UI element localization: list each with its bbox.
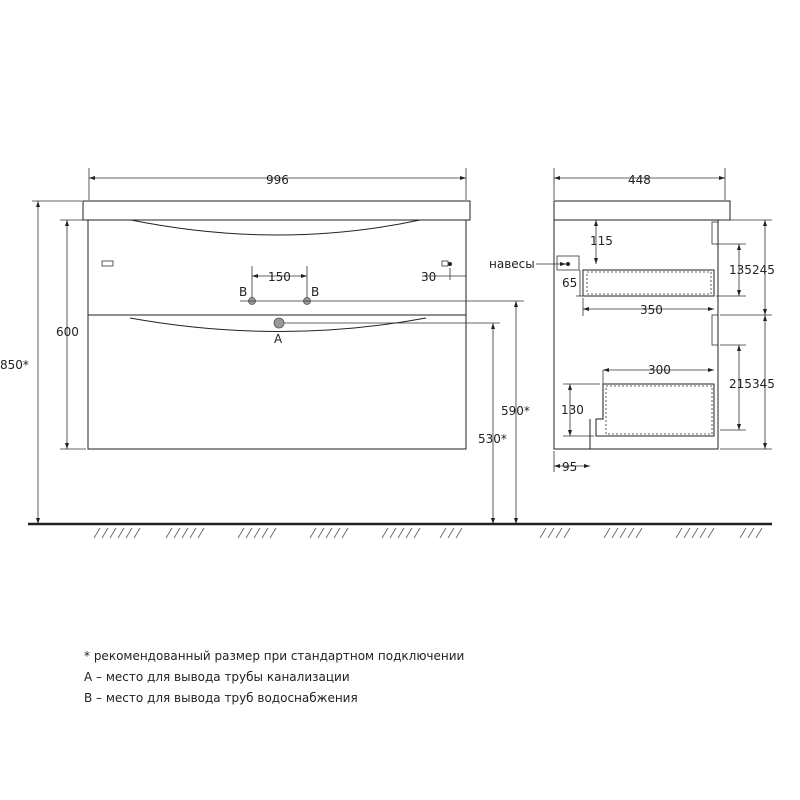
handle-mark-left [102,261,113,266]
upper-drawer-interior [583,270,714,296]
dim-115: 115 [590,234,613,248]
dim-300: 300 [648,363,671,377]
sewer-pipe-point [274,318,284,328]
lower-door-side [712,315,718,345]
height-600-dimension: 600 [56,325,79,339]
height-590-dimension: 590* [501,404,530,418]
point-a-label: A [274,332,283,346]
note-recommended-size: * рекомендованный размер при стандартном подключении [84,649,465,663]
countertop-front [83,201,470,220]
spacing-150-dimension: 150 [268,270,291,284]
dim-65: 65 [562,276,578,290]
height-530-dimension: 530* [478,432,507,446]
dim-135: 135 [729,263,752,277]
handle-mark-right [442,261,448,266]
basin-curve [131,220,420,235]
front-view [0,168,530,524]
floor-line [28,524,772,538]
hanger-dot-front [448,262,452,266]
dim-245: 245 [752,263,775,277]
dim-215: 215 [729,377,752,391]
dim-95: 95 [562,460,578,474]
floor-hatching-side [540,528,762,538]
offset-30-dimension: 30 [421,270,437,284]
lower-drawer-interior [596,384,714,436]
width-dimension: 996 [266,173,289,187]
point-b-left-label: B [239,285,248,299]
depth-dimension: 448 [628,173,651,187]
side-view [489,168,775,474]
point-b-right-label: B [311,285,320,299]
note-sewer-outlet: А – место для вывода трубы канализации [84,670,350,684]
hangers-label: навесы [489,257,535,271]
note-water-outlet: В – место для вывода труб водоснабжения [84,691,358,705]
upper-drawer-inner-dash [587,272,711,294]
dim-350: 350 [640,303,663,317]
dim-130: 130 [561,403,584,417]
height-850-dimension: 850* [0,358,29,372]
countertop-side [554,201,730,220]
notes-block [84,646,464,709]
dim-345: 345 [752,377,775,391]
hanger-dot-side [566,262,570,266]
upper-door-side [712,222,718,244]
floor-hatching-front [94,528,462,538]
lower-drawer-inner-dash [606,386,712,434]
